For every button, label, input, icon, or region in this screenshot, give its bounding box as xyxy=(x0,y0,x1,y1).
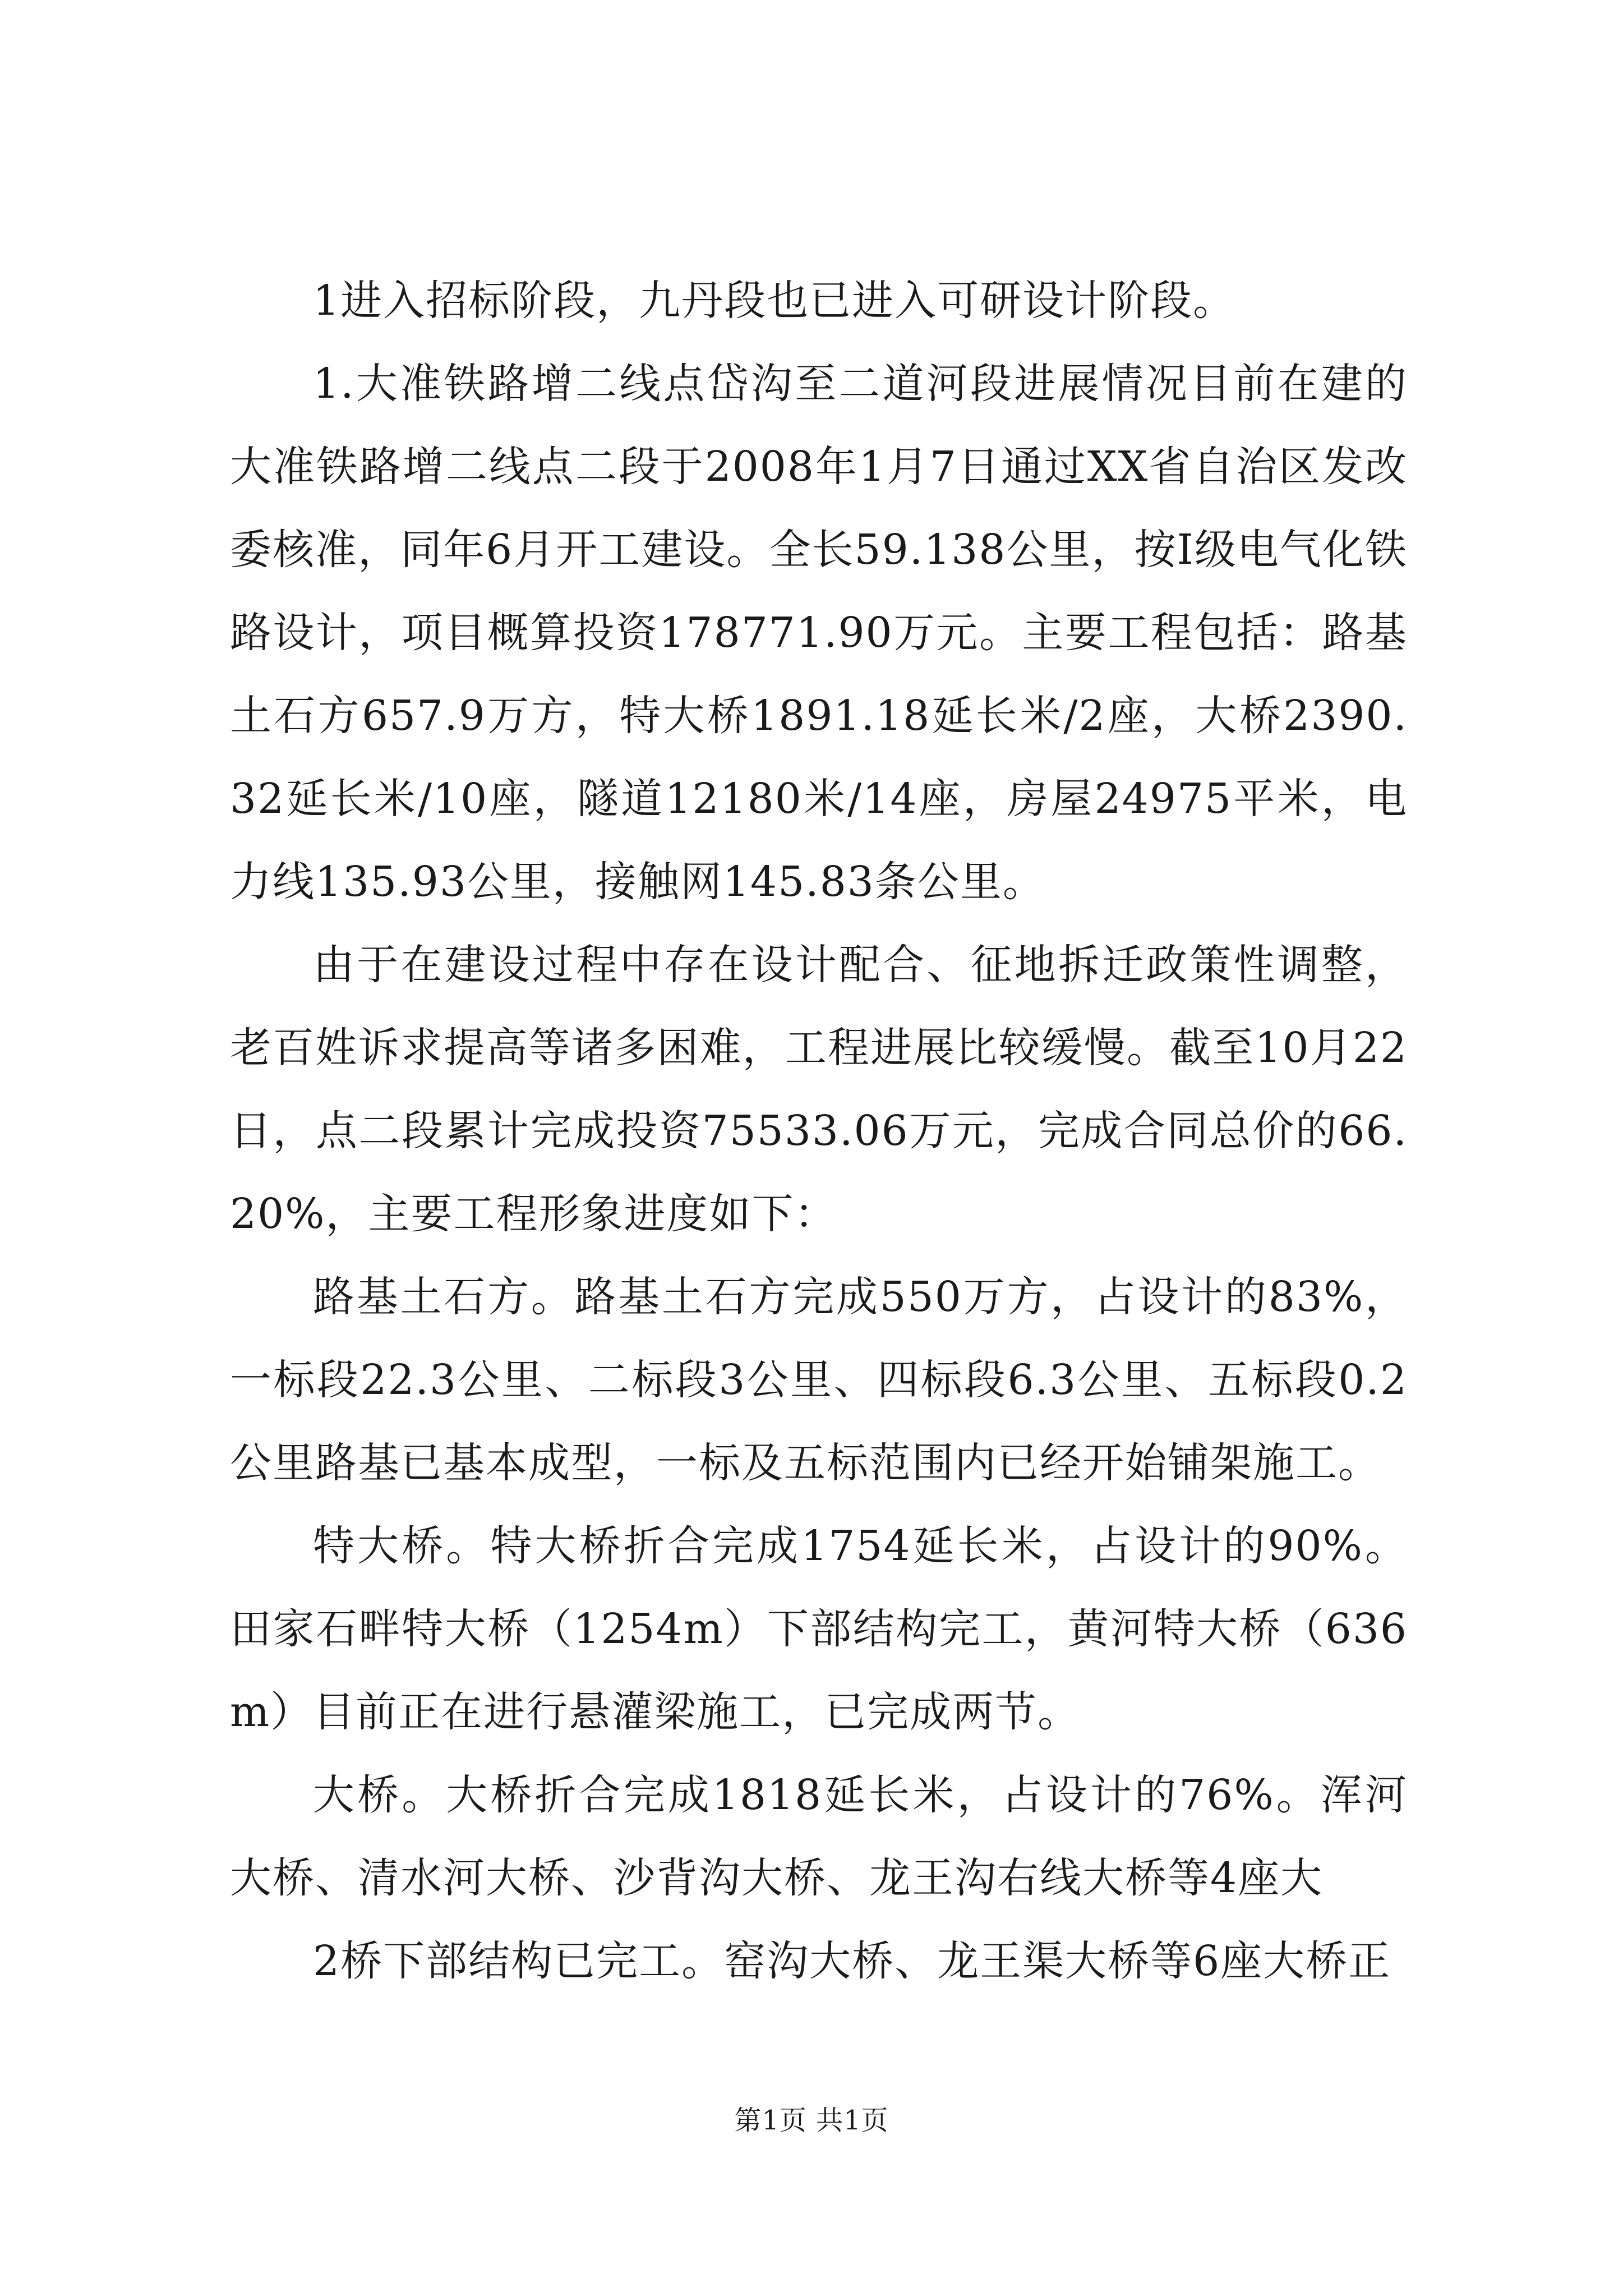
paragraph-4: 路基土石方。路基土石方完成550万方，占设计的83%，一标段22.3公里、二标段3公里、四标段6.3公里、五标段0.2公里路基已基本成型，一标及五标范围内已经开始铺架施工。 xyxy=(230,1273,1408,1487)
paragraph-6: 大桥。大桥折合完成1818延长米，占设计的76%。浑河大桥、清水河大桥、沙背沟大桥、龙王沟右线大桥等4座大 xyxy=(230,1771,1408,1902)
paragraph-5: 特大桥。特大桥折合完成1754延长米，占设计的90%。田家石畔特大桥（1254m）下部结构完工，黄河特大桥（636m）目前正在进行悬灌梁施工，已完成两节。 xyxy=(230,1522,1408,1736)
document-body xyxy=(230,259,1408,2003)
page-footer: 第1页 共1页 xyxy=(734,2105,889,2136)
paragraph-1: 1进入招标阶段，九丹段也已进入可研设计阶段。 xyxy=(313,277,1236,325)
paragraph-2: 1.大准铁路增二线点岱沟至二道河段进展情况目前在建的大准铁路增二线点二段于2008年1月7日通过XX省自治区发改委核准，同年6月开工建设。全长59.138公里，按Ⅰ级电气化铁路设计，项目概算投资178771.90万元。主要工程包括：路基土石方657.9万方，特大桥1891.18延长米/2座，大桥2390.32延长米/10座，隧道12180米/14座，房屋24975平米，电力线135.93公里，接触网145.83条公里。 xyxy=(230,360,1408,906)
paragraph-3: 由于在建设过程中存在设计配合、征地拆迁政策性调整，老百姓诉求提高等诸多困难，工程进展比较缓慢。截至10月22日，点二段累计完成投资75533.06万元，完成合同总价的66.20%，主要工程形象进度如下： xyxy=(230,941,1408,1238)
paragraph-7: 2桥下部结构已完工。窑沟大桥、龙王渠大桥等6座大桥正 xyxy=(313,1937,1391,1985)
